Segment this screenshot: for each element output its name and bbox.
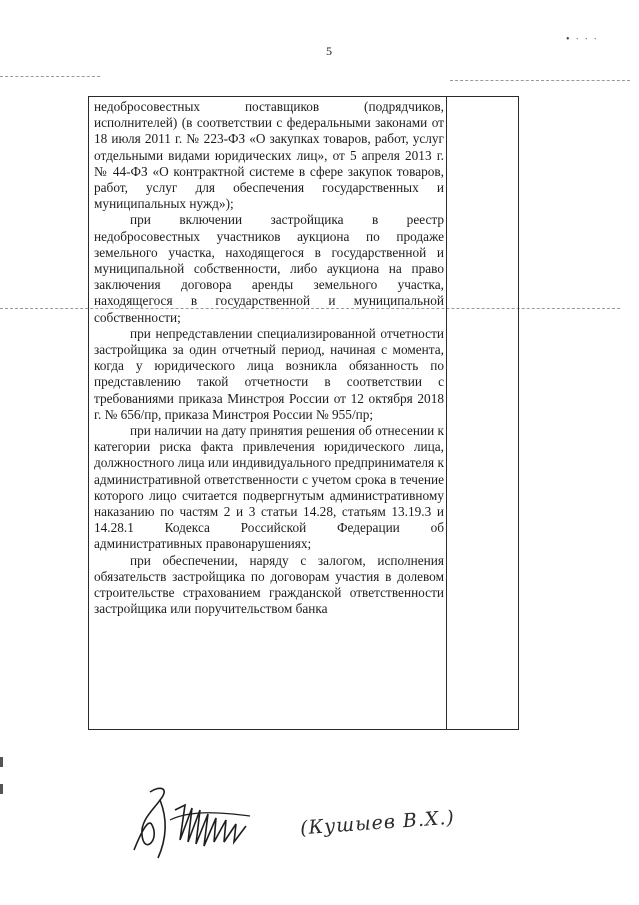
handwritten-name: (Кушыев В.Х.) — [299, 806, 456, 840]
signature-scribble — [130, 780, 270, 870]
scan-line-top — [0, 76, 100, 77]
margin-tick-2 — [0, 784, 3, 794]
paragraph-insurance-guarantee: при обеспечении, наряду с залогом, исполнения обязательств застройщика по договорам участия в долевом строительстве страхованием гражданской ответственности застройщика или поручительством банка — [94, 552, 444, 617]
paragraph-auction-registry: при включении застройщика в реестр недобросовестных участников аукциона по продаже земельного участка, находящегося в государственной и муниципальной собственности, либо аукциона на право заключения договора аренды земельного участка, находящегося в государственной и муниципальной собственности; — [94, 212, 444, 325]
table-empty-cell — [447, 97, 518, 729]
table-text-cell — [94, 99, 444, 618]
paragraph-reporting: при непредставлении специализированной отчетности застройщика за один отчетный период, начиная с момента, когда у юридического лица возникла обязанность по представлению такой отчетности в соответствии с требованиями приказа Минстроя России от 12 октября 2018 г. № 656/пр, приказа Минстроя России № 955/пр; — [94, 325, 444, 422]
corner-marks: • ∙ ∙ ∙ — [566, 34, 599, 45]
paragraph-unscrupulous-suppliers: недобросовестных поставщиков (подрядчиков, исполнителей) (в соответствии с федеральными законами от 18 июля 2011 г. № 223-ФЗ «О закупках товаров, работ, услуг отдельными видами юридических лиц», от 5 апреля 2013 г. № 44-ФЗ «О контрактной системе в сфере закупок товаров, работ, услуг для обеспечения государственных и муниципальных нужд»); — [94, 99, 444, 212]
paragraph-administrative-liability: при наличии на дату принятия решения об отнесении к категории риска факта привлечения юридического лица, должностного лица или индивидуального предпринимателя к административной ответственности с учетом срока в течение которого лицо считается подвергнутым административному наказанию по частям 2 и 3 статьи 14.28, статьям 13.19.3 и 14.28.1 Кодекса Российской Федерации об административных правонарушениях; — [94, 423, 444, 552]
page-number: 5 — [326, 44, 332, 58]
document-table — [88, 96, 519, 730]
margin-tick-1 — [0, 757, 3, 767]
scan-line-top-right — [450, 80, 630, 81]
